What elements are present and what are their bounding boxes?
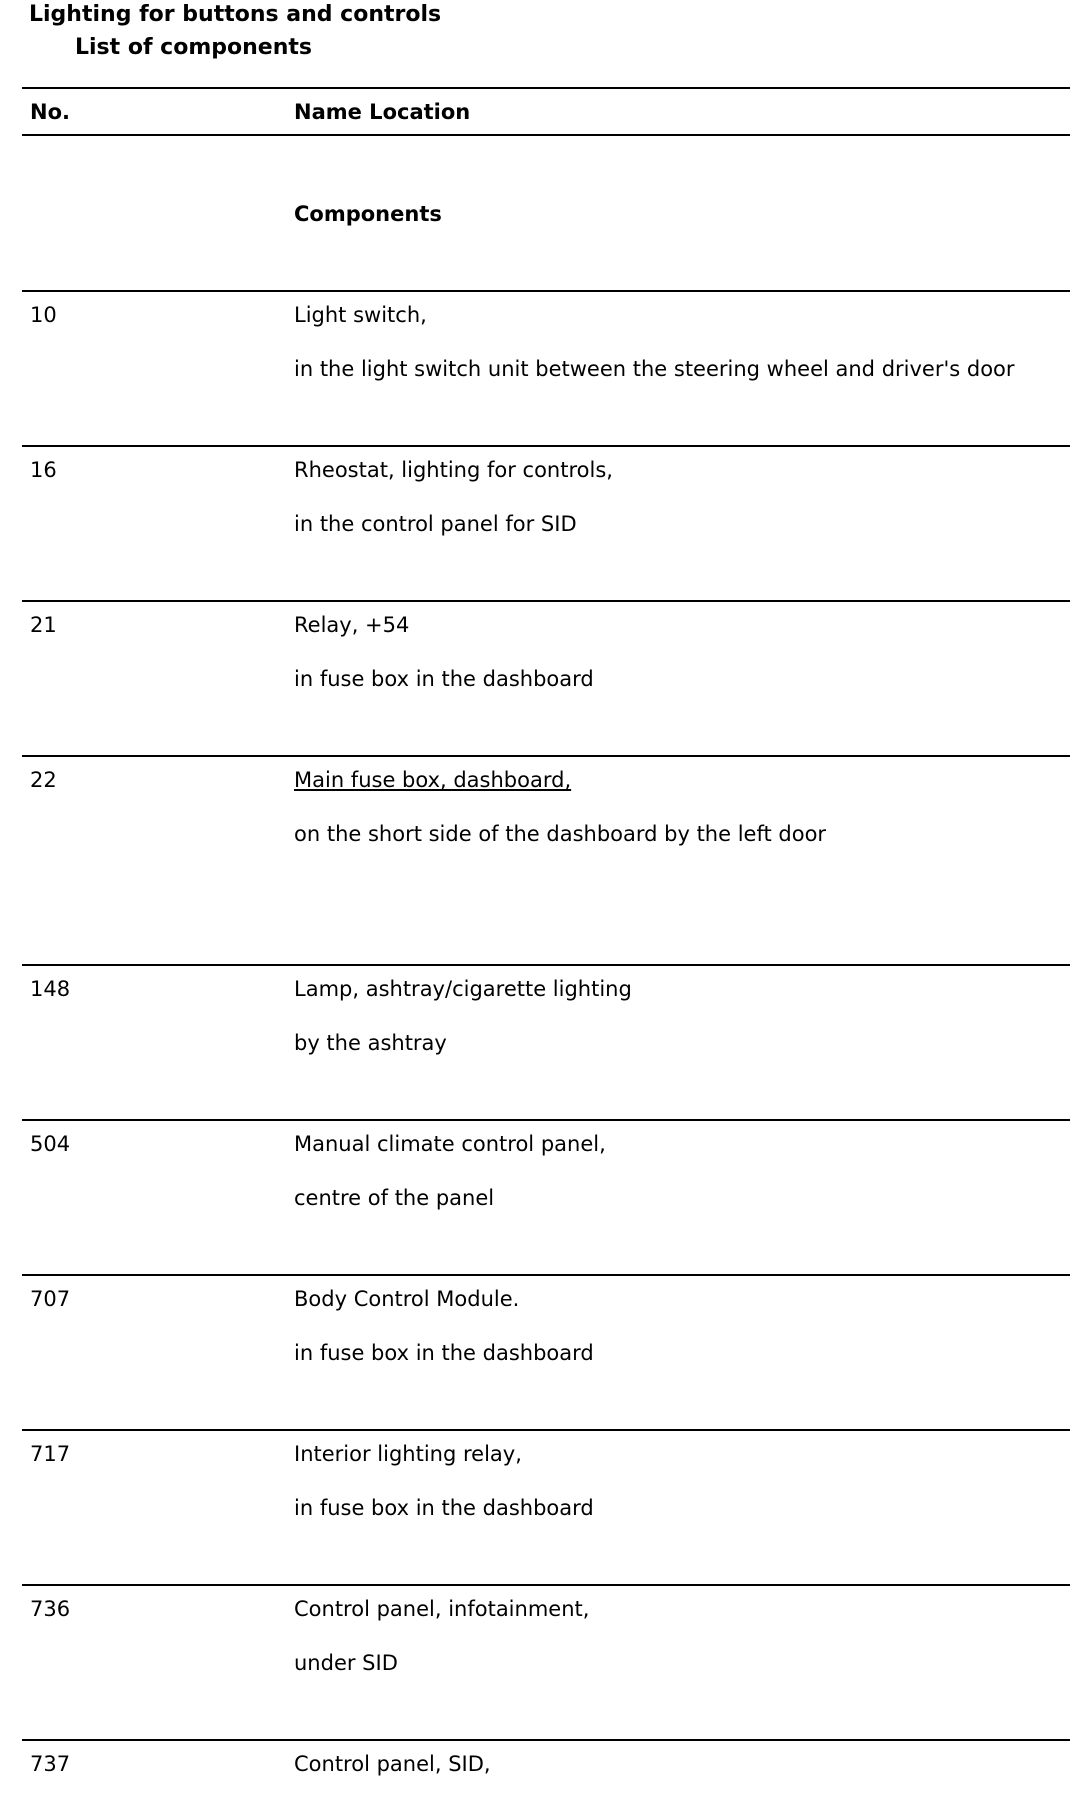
row-divider bbox=[22, 1119, 1070, 1121]
component-name: Light switch, bbox=[294, 303, 427, 327]
component-location: in fuse box in the dashboard bbox=[294, 667, 594, 691]
table-top-rule bbox=[22, 87, 1070, 89]
row-number: 736 bbox=[30, 1597, 71, 1621]
component-name-link[interactable]: Main fuse box, dashboard, bbox=[294, 768, 572, 792]
row-number: 16 bbox=[30, 458, 57, 482]
row-number: 22 bbox=[30, 768, 57, 792]
component-location: in fuse box in the dashboard bbox=[294, 1496, 594, 1520]
header-bottom-rule bbox=[22, 134, 1070, 136]
page-subtitle: List of components bbox=[75, 35, 312, 60]
header-name-location: Name Location bbox=[294, 100, 471, 124]
row-divider bbox=[22, 290, 1070, 292]
header-no: No. bbox=[30, 100, 70, 124]
component-location: in the light switch unit between the steering wheel and driver's door bbox=[294, 357, 1015, 381]
row-divider bbox=[22, 1274, 1070, 1276]
component-location: in the control panel for SID bbox=[294, 512, 577, 536]
component-location: centre of the panel bbox=[294, 1186, 495, 1210]
component-location: by the ashtray bbox=[294, 1031, 447, 1055]
component-name: Manual climate control panel, bbox=[294, 1132, 606, 1156]
component-location: on the short side of the dashboard by the left door bbox=[294, 822, 827, 846]
row-divider bbox=[22, 1584, 1070, 1586]
row-number: 21 bbox=[30, 613, 57, 637]
component-name: Control panel, infotainment, bbox=[294, 1597, 590, 1621]
row-number: 504 bbox=[30, 1132, 71, 1156]
component-name: Control panel, SID, bbox=[294, 1752, 491, 1776]
row-number: 737 bbox=[30, 1752, 71, 1776]
component-name: Body Control Module. bbox=[294, 1287, 520, 1311]
row-number: 148 bbox=[30, 977, 71, 1001]
row-divider bbox=[22, 445, 1070, 447]
component-name: Interior lighting relay, bbox=[294, 1442, 522, 1466]
row-divider bbox=[22, 964, 1070, 966]
component-name: Rheostat, lighting for controls, bbox=[294, 458, 613, 482]
row-number: 707 bbox=[30, 1287, 71, 1311]
component-name: Lamp, ashtray/cigarette lighting bbox=[294, 977, 632, 1001]
row-divider bbox=[22, 1739, 1070, 1741]
row-number: 10 bbox=[30, 303, 57, 327]
component-location: under SID bbox=[294, 1651, 398, 1675]
page-title: Lighting for buttons and controls bbox=[29, 2, 442, 27]
row-divider bbox=[22, 755, 1070, 757]
row-number: 717 bbox=[30, 1442, 71, 1466]
component-location: in fuse box in the dashboard bbox=[294, 1341, 594, 1365]
row-divider bbox=[22, 1429, 1070, 1431]
row-divider bbox=[22, 600, 1070, 602]
section-heading: Components bbox=[294, 202, 442, 226]
component-name: Relay, +54 bbox=[294, 613, 410, 637]
